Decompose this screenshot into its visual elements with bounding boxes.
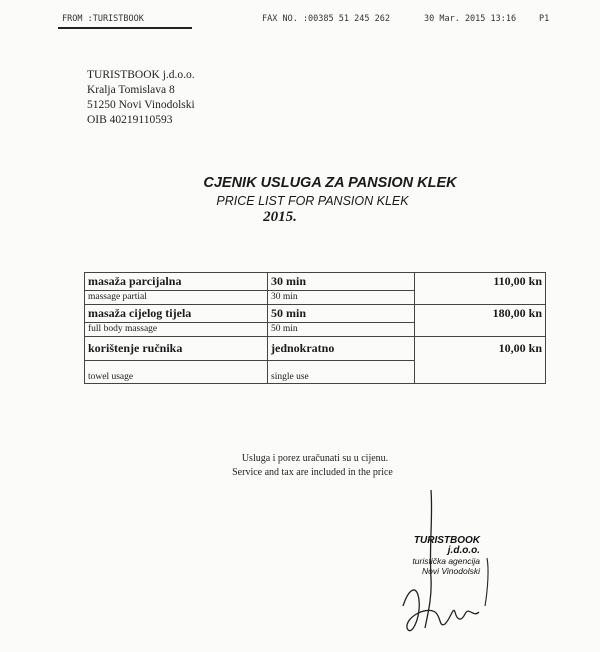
document-title [0, 175, 600, 226]
service-duration-en: 30 min [268, 291, 415, 305]
price-note [0, 452, 600, 480]
table-row [85, 337, 546, 361]
title-english: PRICE LIST FOR PANSION KLEK [216, 194, 409, 208]
table-row [85, 273, 546, 291]
note-croatian: Usluga i porez uračunati su u cijenu. [241, 453, 389, 464]
fax-page: P1 [539, 14, 550, 24]
fax-datetime: 30 Mar. 2015 13:16 [424, 14, 517, 24]
company-city: 51250 Novi Vinodolski [87, 99, 195, 111]
service-price: 110,00 kn [415, 273, 546, 305]
stamp-brand: TURISTBOOK j.d.o.o. [413, 535, 480, 556]
company-street: Kralja Tomislava 8 [87, 84, 175, 96]
service-name-hr: masaža cijelog tijela [85, 305, 268, 323]
service-duration-en: 50 min [268, 323, 415, 337]
service-price: 180,00 kn [415, 305, 546, 337]
service-name-en: towel usage [85, 361, 268, 384]
company-address [87, 68, 195, 128]
stamp-agency: turistička agencija [412, 556, 480, 566]
service-duration-hr: 50 min [268, 305, 415, 323]
fax-from-underline [58, 27, 192, 29]
table-row [85, 305, 546, 323]
signature-icon [395, 488, 505, 648]
note-english: Service and tax are included in the price [232, 467, 393, 478]
title-croatian: CJENIK USLUGA ZA PANSION KLEK [203, 175, 457, 191]
service-name-hr: korištenje ručnika [85, 337, 268, 361]
service-name-en: full body massage [85, 323, 268, 337]
service-duration-hr: 30 min [268, 273, 415, 291]
company-name: TURISTBOOK j.d.o.o. [87, 69, 195, 81]
fax-number: FAX NO. :00385 51 245 262 [262, 14, 390, 24]
service-name-en: massage partial [85, 291, 268, 305]
company-oib: OIB 40219110593 [87, 114, 173, 126]
service-price: 10,00 kn [415, 337, 546, 384]
fax-from: FROM :TURISTBOOK [62, 14, 144, 24]
service-name-hr: masaža parcijalna [85, 273, 268, 291]
service-duration-hr: jednokratno [268, 337, 415, 361]
service-duration-en: single use [268, 361, 415, 384]
stamp-city: Novi Vinodolski [422, 566, 480, 576]
price-table [84, 272, 546, 384]
title-year: 2015. [263, 209, 297, 225]
